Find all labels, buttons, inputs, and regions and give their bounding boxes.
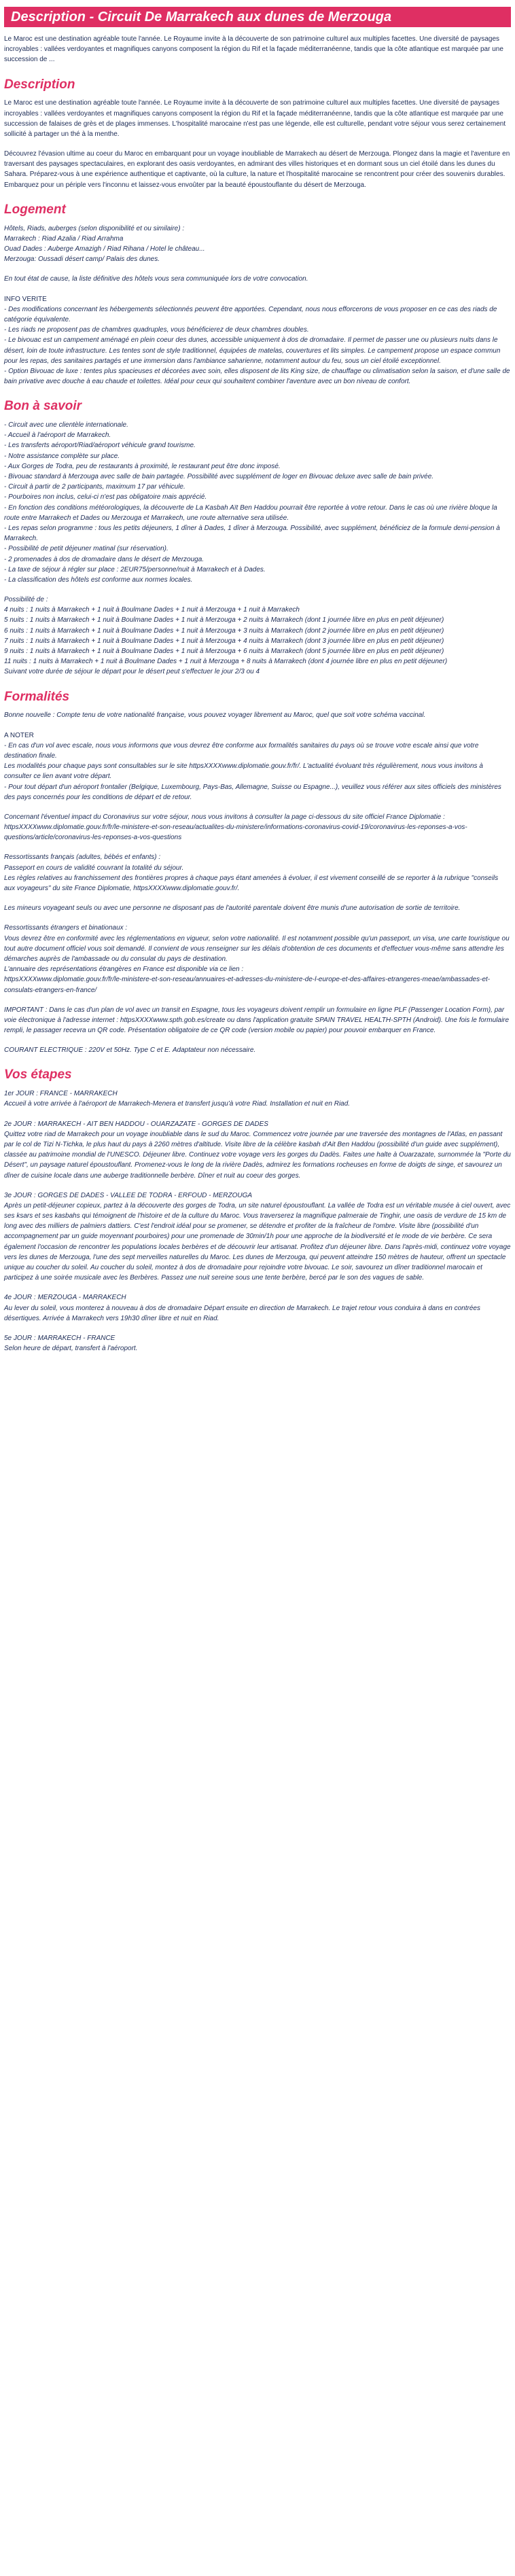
- ressortissants-line: Ressortissants français (adultes, bébés et enfants) :: [4, 853, 161, 862]
- day-text: Au lever du soleil, vous monterez à nouveau à dos de dromadaire Départ ensuite en direction de Marrakech. Le trajet retour vous conduira à dans en contrées désertiques. Arrivée à Marrakech vers 19h30 dîner libre et nuit en Riad.: [4, 1304, 480, 1322]
- bon-a-savoir-line: - Circuit avec une clientèle internationale.: [4, 421, 128, 429]
- etrangers-link: httpsXXXXwww.diplomatie.gouv.fr/fr/le-ministere-et-son-reseau/annuaires-et-adresses-du-ministere-de-l-europe-et-des-affaires-etrangeres-meae/ambassades-et-consulats-etrangers-en-france/: [4, 976, 491, 994]
- bon-a-savoir-line: - En fonction des conditions météorologiques, la découverte de La Kasbah Aït Ben Haddou pourrait être reportée à votre retour. Dans le cas où une rivière bloque la route entre Marrakech et Dades ou Merzouga et Marrakech, une route alternative sera utilisée.: [4, 504, 497, 522]
- bon-a-savoir-line: - Les repas selon programme : tous les petits déjeuners, 1 dîner à Dades, 1 dîner à Merzouga. Possibilité, avec supplément, bénéficiez de la formule demi-pension à Marrakech.: [4, 524, 500, 543]
- formalites-title: Formalités: [4, 689, 70, 704]
- bon-a-savoir-list: [4, 420, 511, 585]
- duration-line: 7 nuits : 1 nuits à Marrakech + 1 nuit à Boulmane Dades + 1 nuit à Merzouga + 4 nuits à Marrakech (dont 3 journée libre en plus en petit déjeuner): [4, 637, 444, 645]
- day-title: 1er JOUR : FRANCE - MARRAKECH: [4, 1090, 118, 1098]
- mineurs-note: Les mineurs voyageant seuls ou avec une personne ne disposant pas de l'autorité parentale doivent être munis d'une autorisation de sortie de territoire.: [4, 904, 461, 913]
- day-text: Après un petit-déjeuner copieux, partez à la découverte des gorges de Todra, un site naturel époustouflant. La vallée de Todra est un véritable musée à ciel ouvert, avec ses ksars et ses kasbahs qui témoignent de l'histoire et de la culture du Maroc. Vous traverserez la magnifique palmeraie de Tinghir, une oasis de verdure de 15 km de long avec des milliers de palmiers dattiers. C'est l'endroit idéal pour se promener, se détendre et profiter de la fraîcheur de l'ombre. Visite libre (possibilité d'un accompagnement par un guide moyennant pourboires) pour une promenade de 30min/1h pour une approche de la biodiversité et le mode de vie berbère. Ce sera également l'occasion de rencontrer les populations locales berbères et de découvrir leur artisanat. Profitez d'un déjeuner libre. Dans l'après-midi, continuez votre voyage vers les dunes de Merzouga, l'une des sept merveilles naturelles du Maroc. Les dunes de Merzouga, qui peuvent atteindre 150 mètres de hauteur, offrent un spectacle unique au coucher du soleil. Au coucher du soleil, montez à dos de dromadaire pour rejoindre votre bivouac. Le soir, savourez un dîner traditionnel marocain et participez à une soirée musicale avec les Berbères. Passez une nuit sereine sous une tente berbère, bercé par le son des vagues de sable.: [4, 1201, 511, 1282]
- day-text: Accueil à votre arrivée à l'aéroport de Marrakech-Menera et transfert jusqu'à votre Riad. Installation et nuit en Riad.: [4, 1100, 351, 1108]
- logement-line: Ouad Dades : Auberge Amazigh / Riad Rihana / Hotel le château...: [4, 245, 205, 253]
- bon-a-savoir-line: - Accueil à l'aéroport de Marrakech.: [4, 431, 111, 440]
- duration-line: 5 nuits : 1 nuits à Marrakech + 1 nuit à Boulmane Dades + 1 nuit à Merzouga + 2 nuits à Marrakech (dont 1 journée libre en plus en petit déjeuner): [4, 616, 444, 624]
- day-block: [4, 1333, 511, 1354]
- a-noter-line: Les modalités pour chaque pays sont consultables sur le site httpsXXXXwww.diplomatie.gouv.fr/fr/. L'actualité évoluant très régulièrement, nous vous invitons à consulter ce lien avant votre départ.: [4, 762, 483, 781]
- bon-a-savoir-line: - Bivouac standard à Merzouga avec salle de bain partagée. Possibilité avec supplément de loger en Bivouac deluxe avec salle de bain privée.: [4, 473, 434, 481]
- bon-a-savoir-line: - Les transferts aéroport/Riad/aéroport véhicule grand tourisme.: [4, 442, 196, 450]
- description-title: Description: [4, 77, 75, 92]
- page: [0, 7, 515, 1377]
- etrangers-line: L'annuaire des représentations étrangères en France est disponible via ce lien :: [4, 966, 244, 974]
- a-noter-line: - Pour tout départ d'un aéroport frontalier (Belgique, Luxembourg, Pays-Bas, Allemagne, Suisse ou Espagne...), veuillez vous référer aux sites officiels des ministères des pays concernés pour les conditions de départ et de retour.: [4, 783, 501, 801]
- bon-a-savoir-line: - Possibilité de petit déjeuner matinal (sur réservation).: [4, 545, 168, 553]
- info-verite-line: - Option Bivouac de luxe : tentes plus spacieuses et décorées avec soin, elles disposent de lits King size, de chauffage ou climatisation selon la saison, et d'une salle de bain privative avec douche à eau chaude et toilettes. Idéal pour ceux qui souhaitent combiner l'aventure avec un bon niveau de confort.: [4, 367, 510, 386]
- covid-block: [4, 812, 511, 843]
- main-content: [0, 34, 515, 1354]
- info-verite-line: - Des modifications concernant les hébergements sélectionnés peuvent être apportées. Cependant, nous nous efforcerons de vous proposer en ce cas des riads de catégorie équivalente.: [4, 305, 497, 323]
- day-title: 4e JOUR : MERZOUGA - MARRAKECH: [4, 1294, 126, 1302]
- covid-link: httpsXXXXwww.diplomatie.gouv.fr/fr/le-ministere-et-son-reseau/actualites-du-ministere/informations-coronavirus-covid-19/coronavirus-les-reponses-a-vos-questions/article/coronavirus-les-reponses-a-vos-questions: [4, 824, 467, 842]
- info-verite-line: - Le bivouac est un campement aménagé en plein coeur des dunes, accessible uniquement à dos de dromadaire. Il permet de passer une ou plusieurs nuits dans le désert, loin de toute infrastructure. Les tentes sont de style traditionnel, équipées de matelas, couvertures et lits simples. Le campement propose un espace commun pour les repas, des sanitaires partagés et une immersion dans l'ambiance saharienne, notamment autour du feu, sous un ciel étoilé exceptionnel.: [4, 336, 501, 365]
- day-title: 2e JOUR : MARRAKECH - AIT BEN HADDOU - OUARZAZATE - GORGES DE DADES: [4, 1120, 268, 1128]
- info-verite-title: INFO VERITE: [4, 295, 47, 303]
- description-paragraph: Découvrez l'évasion ultime au coeur du Maroc en embarquant pour un voyage inoubliable de Marrakech au désert de Merzouga. Plongez dans la magie et l'aventure en traversant des paysages spectaculaires, en explorant des oasis verdoyantes, en admirant des villes historiques et en dormant sous un ciel étoilé dans les dunes du Sahara. Préparez-vous à une expérience authentique et captivante, où la culture, la nature et l'hospitalité marocaine se rencontrent pour créer des souvenirs durables. Embarquez pour un périple vers l'inconnu et laissez-vous envoûter par la beauté époustouflante du désert de Merzouga.: [4, 150, 510, 189]
- covid-line: Concernant l'éventuel impact du Coronavirus sur votre séjour, nous vous invitons à consulter la page ci-dessous du site officiel France Diplomatie :: [4, 813, 445, 821]
- ressortissants-block: [4, 852, 511, 894]
- duration-line: 6 nuits : 1 nuits à Marrakech + 1 nuit à Boulmane Dades + 1 nuit à Merzouga + 3 nuits à Marrakech (dont 2 journée libre en plus en petit déjeuner): [4, 627, 444, 635]
- info-verite-line: - Les riads ne proposent pas de chambres quadruples, vous bénéficierez de deux chambres doubles.: [4, 326, 309, 334]
- day-block: [4, 1119, 511, 1181]
- logement-title: Logement: [4, 202, 66, 217]
- day-title: 5e JOUR : MARRAKECH - FRANCE: [4, 1334, 116, 1342]
- etrangers-block: [4, 923, 511, 995]
- bon-a-savoir-line: - Aux Gorges de Todra, peu de restaurants à proximité, le restaurant peut être donc imposé.: [4, 462, 281, 470]
- duration-line: 4 nuits : 1 nuits à Marrakech + 1 nuit à Boulmane Dades + 1 nuit à Merzouga + 1 nuit à Marrakech: [4, 606, 300, 614]
- day-title: 3e JOUR : GORGES DE DADES - VALLEE DE TODRA - ERFOUD - MERZOUGA: [4, 1191, 253, 1199]
- durations-title: Possibilité de :: [4, 596, 48, 604]
- bon-a-savoir-line: - Circuit à partir de 2 participants, maximum 17 par véhicule.: [4, 483, 185, 491]
- a-noter-line: - En cas d'un vol avec escale, nous vous informons que vous devrez être conforme aux formalités sanitaires du pays où se trouve votre escale ainsi que votre destination finale.: [4, 741, 479, 760]
- day-block: [4, 1089, 511, 1109]
- info-verite: [4, 294, 511, 387]
- duration-line: 11 nuits : 1 nuits à Marrakech + 1 nuit à Boulmane Dades + 1 nuit à Merzouga + 8 nuits à Marrakech (dont 4 journée libre en plus en petit déjeuner): [4, 658, 448, 666]
- logement-note: En tout état de cause, la liste définitive des hôtels vous sera communiquée lors de votre convocation.: [4, 275, 308, 283]
- day-block: [4, 1292, 511, 1324]
- a-noter-title: A NOTER: [4, 731, 34, 739]
- logement-line: Hôtels, Riads, auberges (selon disponibilité et ou similaire) :: [4, 224, 185, 232]
- day-block: [4, 1190, 511, 1284]
- description-paragraph: Le Maroc est une destination agréable toute l'année. Le Royaume invite à la découverte de son patrimoine culturel aux multiples facettes. Une diversité de paysages incroyables : vallées verdoyantes et magnifiques canyons composent la région du Rif et la façade méditerranéenne, tandis que la côte atlantique est marquée par une succession de falaises de grès et de plages immenses. L'hospitalité marocaine n'est pas une légende, elle est culturelle, pendant votre séjour vous serez certainement sollicité à partager un thé à la menthe.: [4, 99, 506, 138]
- formalites-intro: Bonne nouvelle : Compte tenu de votre nationalité française, vous pouvez voyager librement au Maroc, quel que soit votre schéma vaccinal.: [4, 711, 426, 720]
- bon-a-savoir-line: - Pourboires non inclus, celui-ci n'est pas obligatoire mais apprécié.: [4, 493, 207, 501]
- bon-a-savoir-line: - 2 promenades à dos de dromadaire dans le désert de Merzouga.: [4, 555, 205, 563]
- page-title: Description - Circuit De Marrakech aux dunes de Merzouga: [11, 10, 392, 24]
- logement-list: [4, 224, 511, 265]
- bon-a-savoir-title: Bon à savoir: [4, 399, 82, 414]
- page-title-bar: [4, 7, 511, 27]
- durations-list: [4, 595, 511, 677]
- bon-a-savoir-line: - La classification des hôtels est conforme aux normes locales.: [4, 576, 193, 584]
- intro-text: Le Maroc est une destination agréable toute l'année. Le Royaume invite à la découverte de son patrimoine culturel aux multiples facettes. Une diversité de paysages incroyables : vallées verdoyantes et magnifiques canyons composent la région du Rif et la façade méditerranéenne, tandis que la côte atlantique est marquée par une succession de ...: [4, 35, 503, 64]
- bon-a-savoir-line: - La taxe de séjour à régler sur place : 2EUR75/personne/nuit à Marrakech et à Dades.: [4, 565, 266, 574]
- day-text: Quittez votre riad de Marrakech pour un voyage inoubliable dans le sud du Maroc. Commencez votre journée par une traversée des montagnes de l'Atlas, en passant par le col de Tizi N-Tichka, le plus haut du pays à 2260 mètres d'altitude. Visite libre de la célèbre kasbah d'Ait Ben Haddou (possibilité d'un guide avec supplément), classée au patrimoine mondial de l'UNESCO. Déjeuner libre. Continuez votre voyage vers les gorges du Dadès. Faites une halte à Ouarzazate, surnommée la "Porte du Désert", un paysage naturel époustouflant. Promenez-vous le long de la rivière Dadès, admirez les formations rocheuses en forme de doigts de singe, et savourez un dîner de cuisine locale dans une auberge traditionnelle berbère. Dîner et nuit au coeur des gorges.: [4, 1130, 511, 1180]
- a-noter-block: [4, 730, 511, 802]
- duration-line: 9 nuits : 1 nuits à Marrakech + 1 nuit à Boulmane Dades + 1 nuit à Merzouga + 6 nuits à Marrakech (dont 5 journée libre en plus en petit déjeuner): [4, 648, 444, 656]
- duration-line: Suivant votre durée de séjour le départ pour le désert peut s'effectuer le jour 2/3 ou 4: [4, 668, 260, 676]
- important-note: IMPORTANT : Dans le cas d'un plan de vol avec un transit en Espagne, tous les voyageurs doivent remplir un formulaire en ligne PLF (Passenger Location Form), par voie électronique à l'adresse internet : httpsXXXXwww.spth.gob.es/create ou dans l'application gratuite SPAIN TRAVEL HEALTH-SPTH (Android). Une fois le formulaire rempli, le passager recevra un QR code. Présentation obligatoire de ce QR code (version mobile ou papier) pour pouvoir embarquer en France.: [4, 1006, 510, 1035]
- ressortissants-line: Les règles relatives au franchissement des frontières propres à chaque pays étant amenées à évoluer, il est vivement conseillé de se reporter à la rubrique "conseils aux voyageurs" du site France Diplomatie, httpsXXXXwww.diplomatie.gouv.fr/.: [4, 874, 499, 892]
- ressortissants-line: Passeport en cours de validité couvrant la totalité du séjour.: [4, 864, 184, 872]
- logement-line: Marrakech : Riad Azalia / Riad Arrahma: [4, 234, 124, 243]
- logement-line: Merzouga: Oussadi désert camp/ Palais des dunes.: [4, 255, 160, 264]
- courant-note: COURANT ELECTRIQUE : 220V et 50Hz. Type C et E. Adaptateur non nécessaire.: [4, 1046, 256, 1055]
- day-text: Selon heure de départ, transfert à l'aéroport.: [4, 1345, 138, 1353]
- etapes-title: Vos étapes: [4, 1068, 72, 1082]
- bon-a-savoir-line: - Notre assistance complète sur place.: [4, 452, 120, 460]
- etrangers-line: Ressortissants étrangers et binationaux :: [4, 924, 128, 932]
- etrangers-line: Vous devrez être en conformité avec les réglementations en vigueur, selon votre nationalité. Il est notamment possible qu'un passeport, un visa, une carte touristique ou tout autre document officiel vous soit demandé. Il convient de vous renseigner sur les délais d'obtention de ces documents et d'effectuer vous-même sans attendre les démarches auprès de l'ambassade ou du consulat du pays de destination.: [4, 934, 510, 963]
